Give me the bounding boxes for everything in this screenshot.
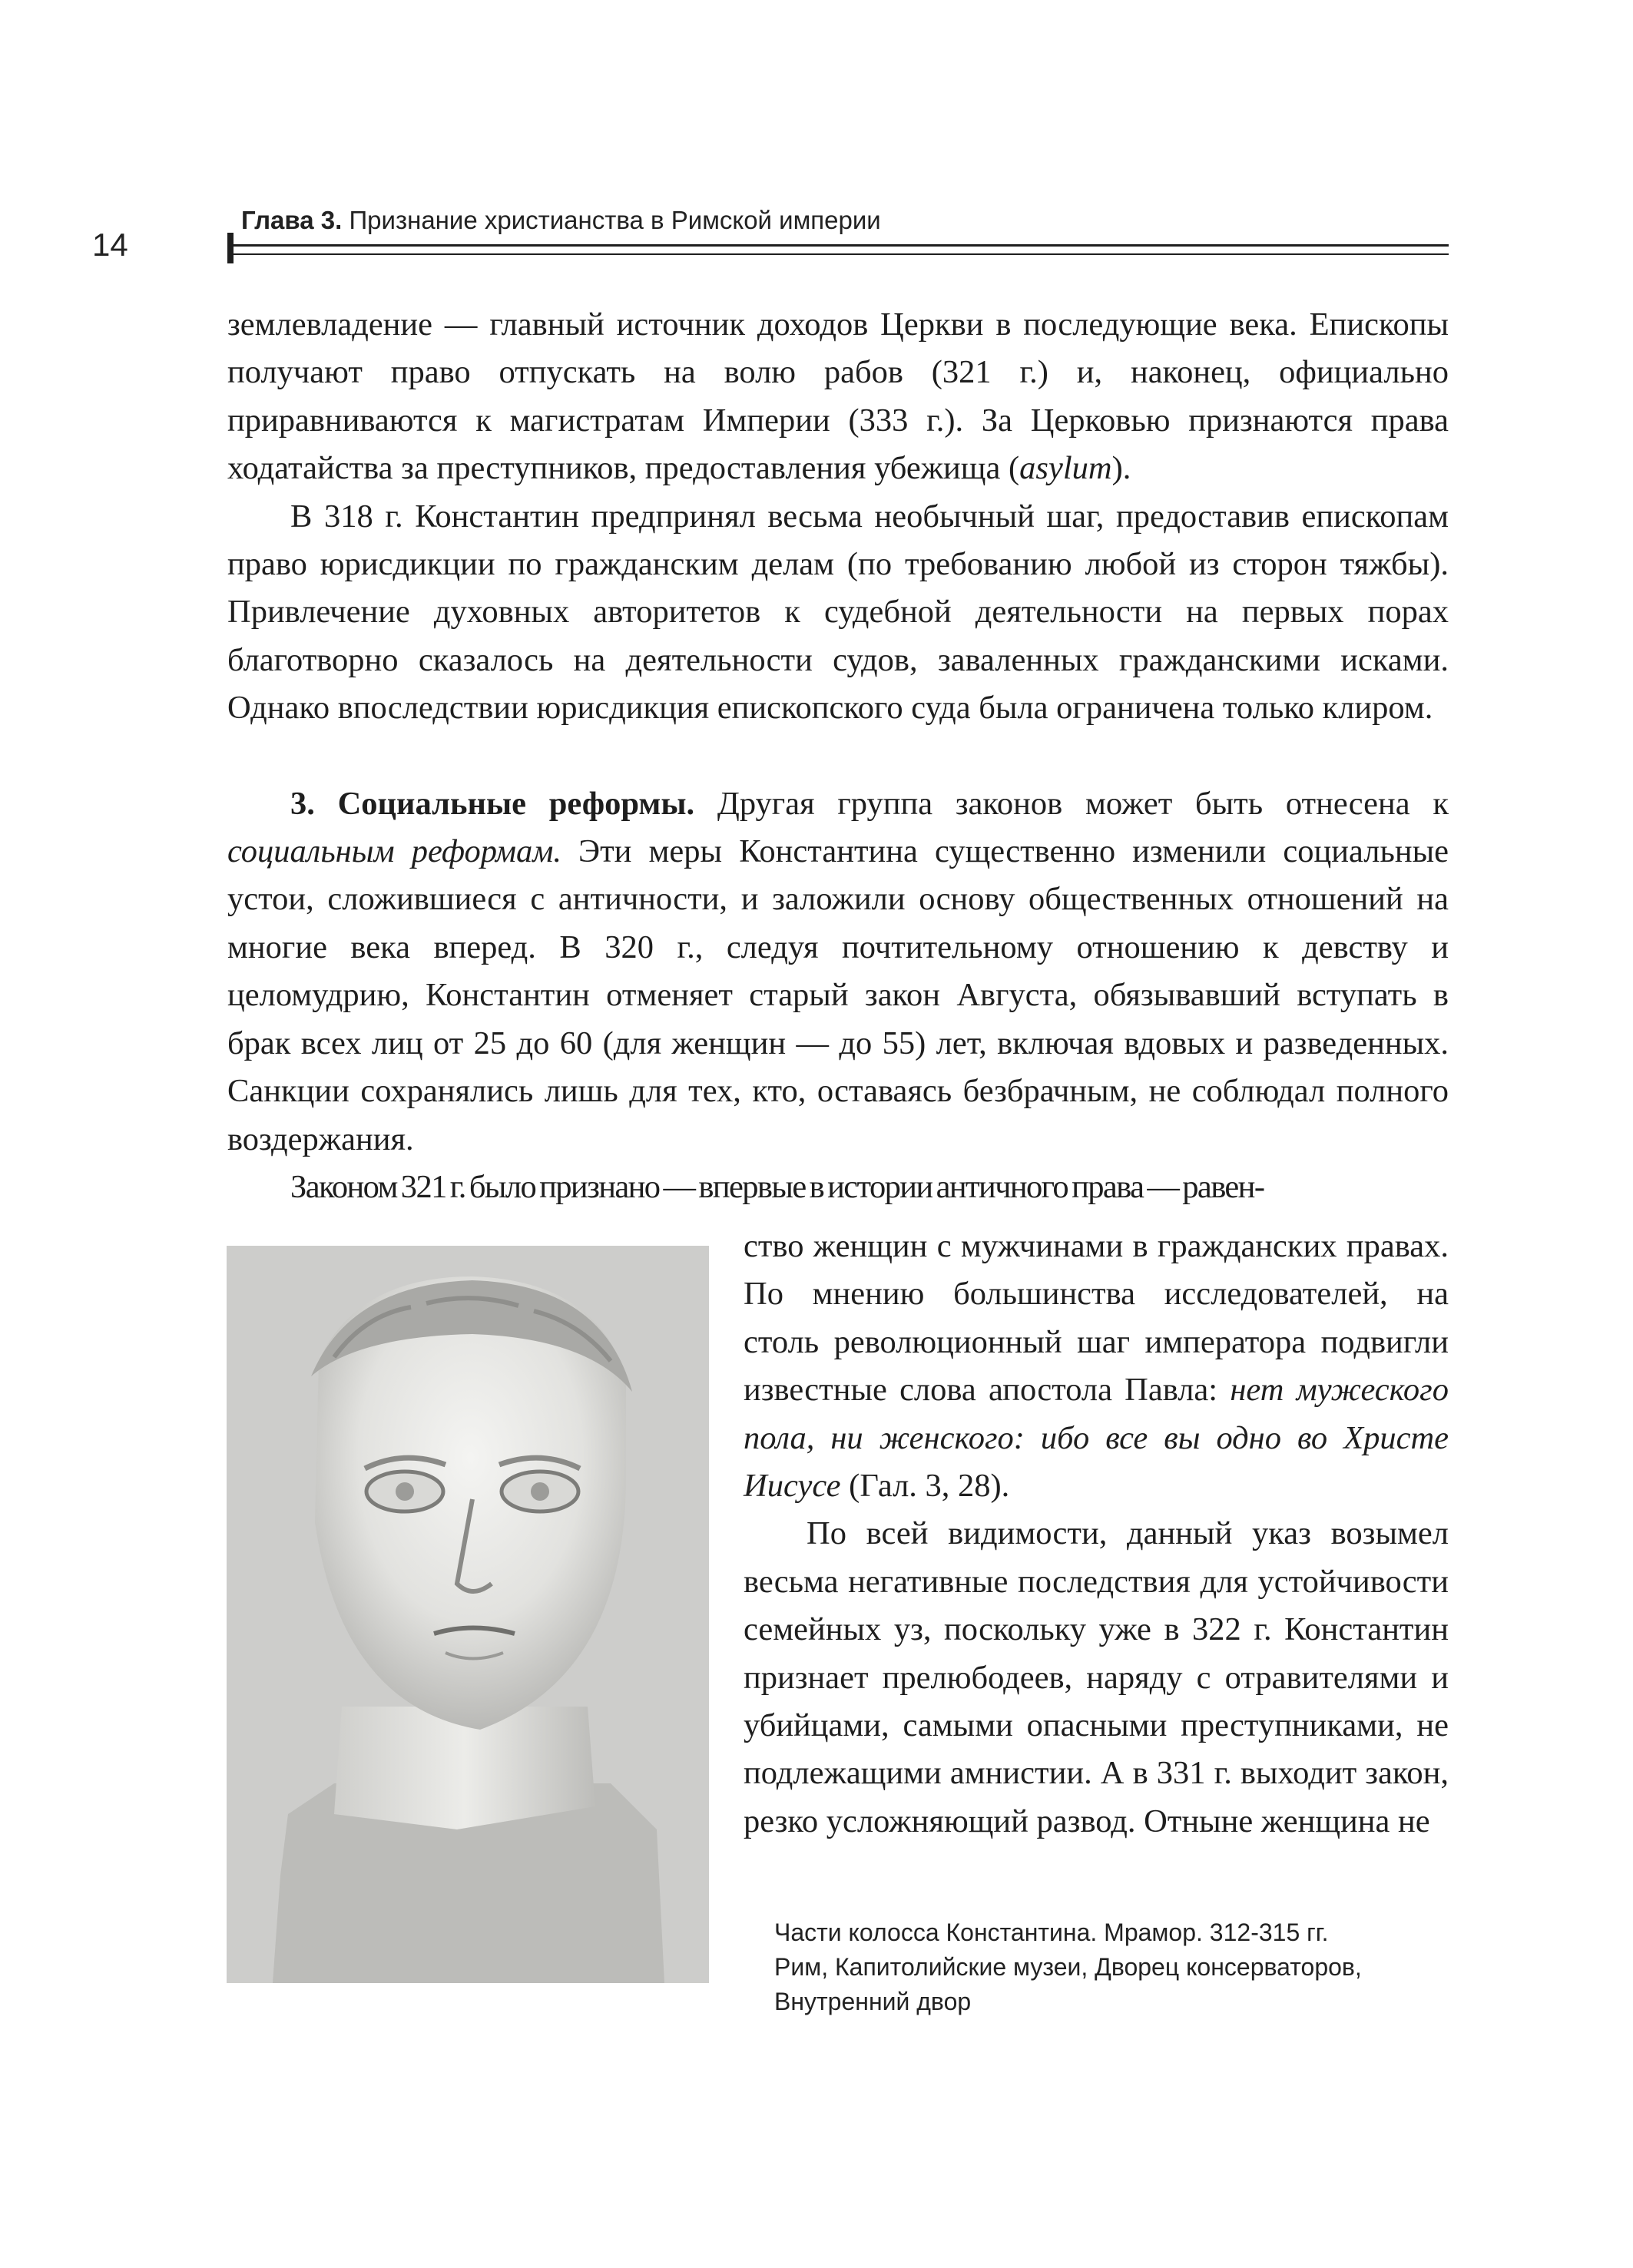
paragraph-1: землевладение — главный источник доходов Церкви в последующие века. Епископы получают право отпускать на волю рабов (321 г.) и, наконец, официально приравниваются к магистратам Империи (333 г.). За Церковью признаются права ходатайства за преступников, предоставления убежища (asylum). [227,306,1449,487]
section-heading: 3. Социальные реформы. [290,785,695,822]
header-rule-thick [234,244,1449,247]
statue-illustration [227,1246,709,1983]
header-rule-bar [227,233,234,263]
running-head [241,206,881,235]
figure-caption [774,1915,1450,2019]
page-number: 14 [92,227,128,263]
paragraph-4-start: Законом 321 г. было признано — впервые в истории античного права — равен- [290,1168,1264,1205]
caption-line-1: Части колосса Константина. Мрамор. 312-315 гг. [774,1919,1329,1946]
caption-line-3: Внутренний двор [774,1988,972,2015]
paragraph-3: 3. Социальные реформы. Другая группа законов может быть отнесена к социальным реформам. Эти меры Константина существенно изменили социальные устои, сложившиеся с античности, и заложили основу общественных отношений на многие века вперед. В 320 г., следуя почтительному отношению к девству и целомудрию, Константин отменяет старый закон Августа, обязывавший вступать в брак всех лиц от 25 до 60 (для женщин — до 55) лет, включая вдовых и разведенных. Санкции сохранялись лишь для тех, кто, оставаясь безбрачным, не соблюдал полного воздержания. [227,785,1449,1157]
header-rule-thin [234,253,1449,255]
chapter-title: Признание христианства в Римской империи [349,206,881,234]
chapter-label: Глава 3. [241,206,343,234]
paragraph-2: В 318 г. Константин предпринял весьма необычный шаг, предоставив епископам право юрисдикции по гражданским делам (по требованию любой из сторон тяжбы). Привлечение духовных авторитетов к судебной деятельности на первых порах благотворно сказалось на деятельности судов, заваленных гражданскими исками. Однако впоследствии юрисдикция епископского суда была ограничена только клиром. [227,498,1449,727]
caption-line-2: Рим, Капитолийские музеи, Дворец консерваторов, [774,1953,1362,1981]
body-text [227,301,1449,1211]
paragraph-4-wrap: ство женщин с мужчинами в гражданских правах. По мнению большинства исследователей, на столь революционный шаг императора подвигли известные слова апостола Павла: нет мужеского пола, ни женского: ибо все вы одно во Христе Иисусе (Гал. 3, 28). [744,1228,1449,1505]
paragraph-5: По всей видимости, данный указ возымел весьма негативные последствия для устойчивости семейных уз, поскольку уже в 322 г. Константин признает прелюбодеев, наряду с отравителями и убийцами, самыми опасными преступниками, не подлежащими амнистии. А в 331 г. выходит закон, резко усложняющий развод. Отныне женщина не [744,1515,1449,1839]
colossus-head-photo [227,1246,709,1983]
wrapped-text [744,1223,1449,1846]
